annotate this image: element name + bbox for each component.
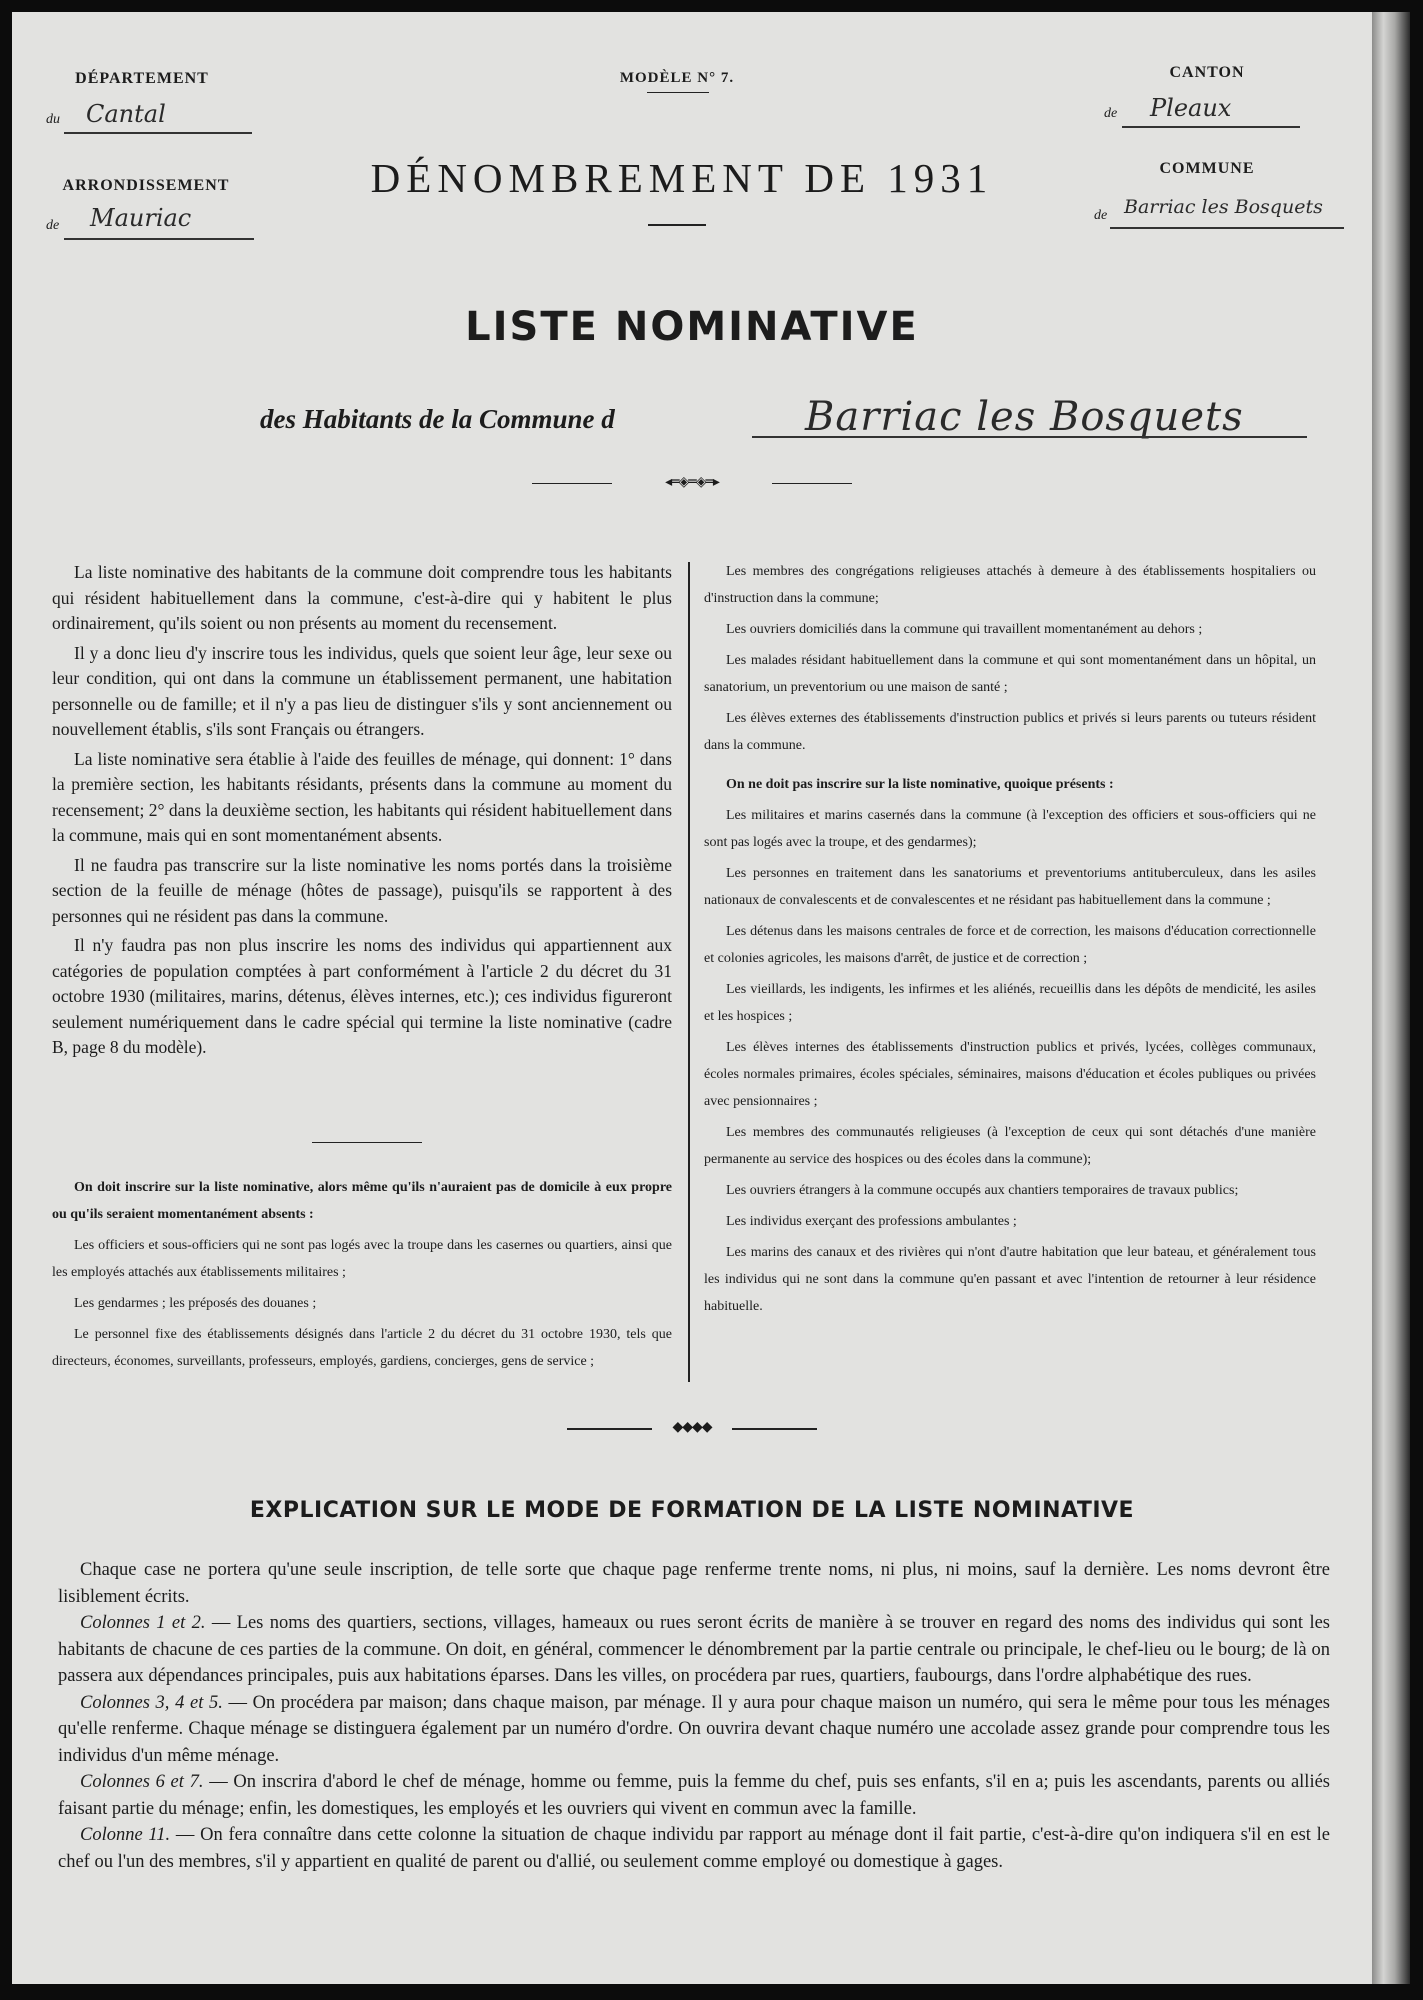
inscrire-item: Les ouvriers domiciliés dans la commune qui travaillent momentanément au dehors ; (726, 622, 1203, 637)
inscrire-item: Les membres des congrégations religieuses attachés à demeure à des établissements hospitaliers ou d'instruction dans la commune; (704, 564, 1316, 606)
commune-label: COMMUNE (1159, 160, 1255, 177)
left-paragraph: Il ne faudra pas transcrire sur la liste nominative les noms portés dans la troisième section de la feuille de ménage (hôtes de passage), puisqu'ils se rapportent à des personnes qui ne résident pas dans la commune. (52, 854, 672, 926)
explication-title: EXPLICATION SUR LE MODE DE FORMATION DE LA LISTE NOMINATIVE (249, 1498, 1135, 1523)
explication-paragraph (58, 1690, 1330, 1770)
explication-text: — On procédera par maison; dans chaque maison, par ménage. Il y aura pour chaque maison un numéro, qui sera le même pour tous les ménages qu'elle renferme. Chaque ménage se distinguera également par un numéro d'ordre. On ouvrira devant chaque numéro une accolade assez grande pour comprendre tous les individus d'un même ménage. (58, 1692, 1330, 1766)
exclure-item: Les vieillards, les indigents, les infirmes et les aliénés, recueillis dans les dépôts de mendicité, les asiles et les hospices ; (704, 982, 1316, 1024)
exclure-intro: On ne doit pas inscrire sur la liste nominative, quoique présents : (726, 777, 1114, 792)
exclure-item: Les individus exerçant des professions ambulantes ; (726, 1214, 1017, 1229)
ornament-divider: ◂═◈═◈═▸ (665, 474, 719, 490)
commune-value: Barriac les Bosquets (1124, 196, 1323, 218)
arrondissement-value: Mauriac (90, 204, 192, 232)
inscrire-item: Le personnel fixe des établissements désignés dans l'article 2 du décret du 31 octobre 1930, tels que directeurs, économes, surveillants, professeurs, employés, gardiens, concierges, gens de service ; (52, 1327, 672, 1369)
left-paragraph: La liste nominative sera établie à l'aide des feuilles de ménage, qui donnent: 1° dans la première section, les habitants résidants, présents dans la commune au moment du recensement; 2° dans la deuxième section, les habitants qui résident habituellement dans la commune, mais qui en sont momentanément absents. (52, 748, 672, 845)
right-column (704, 558, 1316, 1324)
exclure-item: Les membres des communautés religieuses (à l'exception de ceux qui sont détachés d'une manière permanente au service des hospices ou des écoles dans la commune); (704, 1125, 1316, 1167)
commune-subtitle (260, 394, 1350, 450)
explication-paragraph (58, 1610, 1330, 1690)
exclure-item: Les détenus dans les maisons centrales de force et de correction, les maisons d'éducation correctionnelle et colonies agricoles, les maisons d'arrêt, de justice et de correction ; (704, 924, 1316, 966)
page-edge (1372, 12, 1410, 1984)
exclure-item: Les marins des canaux et des rivières qui n'ont d'autre habitation que leur bateau, et généralement tous les individus qui ne sont dans la commune qu'en passant et avec l'intention de retourner à leur résidence habituelle. (704, 1245, 1316, 1314)
commune-prefix: de (1094, 208, 1108, 223)
exclure-item: Les militaires et marins casernés dans la commune (à l'exception des officiers et sous-officiers qui ne sont pas logés avec la troupe, et des gendarmes); (704, 808, 1316, 850)
exclure-item: Les élèves internes des établissements d'instruction publics et privés, lycées, collèges communaux, écoles normales primaires, écoles spéciales, séminaires, maisons d'éducation et écoles publiques ou privées avec pensionnaires ; (704, 1040, 1316, 1109)
inscrire-intro: On doit inscrire sur la liste nominative, alors même qu'ils n'auraient pas de domicile à eux propre ou qu'ils seraient momentanément absents : (52, 1180, 672, 1222)
left-paragraph: La liste nominative des habitants de la commune doit comprendre tous les habitants qui résident habituellement dans la commune, c'est-à-dire qui y habitent le plus ordinairement, qu'ils soient ou non présents au moment du recensement. (52, 562, 672, 633)
canton-value: Pleaux (1150, 94, 1232, 122)
arrondissement-field (46, 204, 266, 238)
canton-prefix: de (1104, 106, 1118, 121)
departement-label: DÉPARTEMENT (75, 70, 209, 87)
explication-paragraph (58, 1822, 1330, 1875)
column-divider (688, 562, 690, 1382)
explication-lead: Colonne 11. (80, 1825, 171, 1845)
left-paragraph: Il n'y faudra pas non plus inscrire les noms des individus qui appartiennent aux catégories de population comptées à part conformément à l'article 2 du décret du 31 octobre 1930 (militaires, marins, détenus, élèves internes, etc.); ces individus figureront seulement numériquement dans le cadre spécial qui termine la liste nominative (cadre B, page 8 du modèle). (52, 935, 672, 1057)
canton-label: CANTON (1169, 64, 1245, 81)
inscrire-section (52, 1174, 672, 1379)
subtitle-prefix: des Habitants de la Commune d (260, 404, 615, 434)
commune-field (1094, 194, 1364, 234)
explication-body (58, 1557, 1330, 1875)
left-paragraph: Il y a donc lieu d'y inscrire tous les individus, quels que soient leur âge, leur sexe ou leur condition, qui ont dans la commune un établissement permanent, une habitation personnelle ou de famille; et il n'y a pas lieu de distinguer s'ils y sont anciennement ou nouvellement établis, s'ils sont Français ou étrangers. (52, 642, 672, 739)
subtitle-value: Barriac les Bosquets (805, 394, 1244, 440)
explication-text: — On inscrira d'abord le chef de ménage, homme ou femme, puis la femme du chef, puis ses enfants, s'il en a; puis les ascendants, parents ou alliés faisant partie du ménage; enfin, les domestiques, les employés et les ouvriers qui vivent en commun avec la famille. (58, 1772, 1330, 1819)
arrondissement-label: ARRONDISSEMENT (62, 177, 230, 194)
exclure-item: Les personnes en traitement dans les sanatoriums et preventoriums antituberculeux, dans les asiles nationaux de convalescents et de convalescentes et ne résidant pas habituellement dans la commune ; (704, 866, 1316, 908)
explication-paragraph (58, 1769, 1330, 1822)
census-page (12, 12, 1372, 1984)
main-title: LISTE NOMINATIVE (465, 304, 919, 350)
departement-prefix: du (46, 112, 60, 127)
explication-lead: Colonnes 6 et 7. (80, 1772, 204, 1792)
explication-lead: Colonnes 3, 4 et 5. (80, 1692, 223, 1713)
inscrire-item: Les officiers et sous-officiers qui ne sont pas logés avec la troupe dans les casernes ou quartiers, ainsi que les employés attachés aux établissements militaires ; (52, 1238, 672, 1280)
inscrire-item: Les gendarmes ; les préposés des douanes ; (74, 1296, 317, 1311)
inscrire-item: Les malades résidant habituellement dans la commune et qui sont momentanément dans un hôpital, un sanatorium, un preventorium ou une maison de santé ; (704, 653, 1316, 695)
modele-number: MODÈLE N° 7. (619, 70, 735, 86)
explication-text: — On fera connaître dans cette colonne la situation de chaque individu par rapport au ménage dont il fait partie, c'est-à-dire qu'on indiquera s'il en est le chef ou l'un des membres, s'il y appartient en qualité de parent ou d'allié, ou seulement comme employé ou domestique à gages. (58, 1825, 1330, 1872)
canton-field (1104, 94, 1314, 128)
inscrire-item: Les élèves externes des établissements d'instruction publics et privés si leurs parents ou tuteurs résident dans la commune. (704, 711, 1316, 753)
arrondissement-prefix: de (46, 218, 60, 233)
explication-lead: Colonnes 1 et 2. (80, 1613, 206, 1633)
explication-text: — Les noms des quartiers, sections, villages, hameaux ou rues seront écrits de manière à se trouver en regard des noms des individus qui sont les habitants de chacune de ces parties de la commune. On doit, en général, commencer le dénombrement par la partie centrale ou principale, le chef-lieu ou le bourg; de là on passera aux dépendances principales, puis aux habitations éparses. Dans les villes, on procédera par rues, quartiers, faubourgs, dans l'ordre alphabétique des rues. (58, 1613, 1330, 1686)
left-column (52, 560, 672, 1065)
departement-value: Cantal (86, 100, 166, 128)
ornament-divider: ◆◆◆◆ (672, 1419, 712, 1435)
departement-field (46, 100, 256, 134)
page-title: DÉNOMBREMENT DE 1931 (370, 155, 994, 201)
exclure-item: Les ouvriers étrangers à la commune occupés aux chantiers temporaires de travaux publics; (726, 1183, 1239, 1198)
explication-paragraph: Chaque case ne portera qu'une seule inscription, de telle sorte que chaque page renferme trente noms, ni plus, ni moins, sauf la dernière. Les noms devront être lisiblement écrits. (58, 1560, 1330, 1607)
